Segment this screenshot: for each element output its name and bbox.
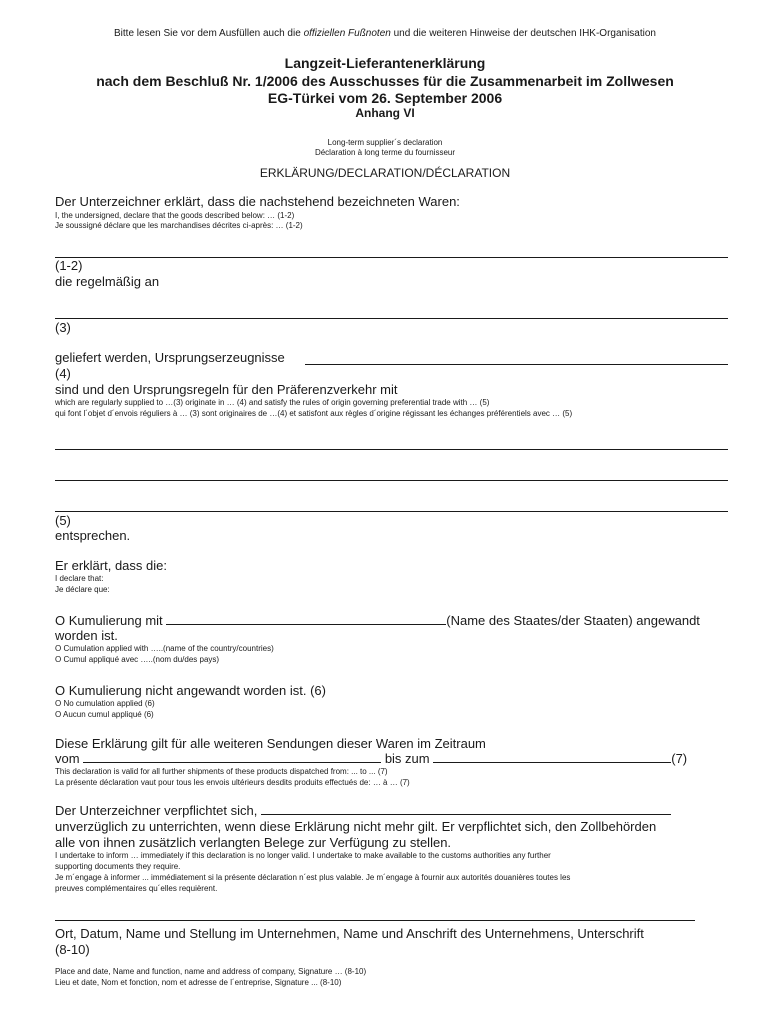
header-note-emphasis: offiziellen Fußnoten (303, 28, 391, 39)
customer-field[interactable] (55, 318, 728, 319)
validity-ref: (7) (671, 751, 688, 766)
undertake-de-line3: alle von ihnen zusätzlich verlangten Belege zur Verfügung zu stellen. (55, 835, 452, 850)
signature-fr: Lieu et date, Nom et fonction, nom et adresse de l´entreprise, Signature ... (8-10) (55, 978, 342, 987)
undertake-fr-line1: Je m´engage à informer ... immédiatement si la présente déclaration n´est plus valable. Je m´engage à fournir aux autorités douanières toutes les (55, 873, 571, 882)
validity-de: Diese Erklärung gilt für alle weiteren Sendungen dieser Waren im Zeitraum (55, 736, 486, 751)
cumulation-country-field[interactable] (166, 613, 446, 625)
header-note-prefix: Bitte lesen Sie vor dem Ausfüllen auch die (114, 28, 304, 39)
title-line4: Anhang VI (355, 106, 415, 120)
validity-to-field[interactable] (433, 751, 671, 763)
cumulation-applied-suffix: (Name des Staates/der Staaten) angewandt (446, 613, 700, 628)
subtitle-fr: Déclaration à long terme du fournisseur (314, 148, 456, 157)
signature-de-line1: Ort, Datum, Name und Stellung im Unternehmen, Name und Anschrift des Unternehmens, Unterschrift (55, 926, 644, 941)
ref-5: (5) (55, 513, 71, 528)
undertake-de-line1 (55, 803, 671, 818)
cumulation-applied-fr: O Cumul appliqué avec …..(nom du/des pays) (55, 655, 220, 664)
undertake-en-line2: supporting documents they require. (55, 862, 181, 871)
ref-4: (4) (55, 366, 71, 381)
preferential-field-2[interactable] (55, 480, 728, 481)
goods-description-field[interactable] (55, 257, 728, 258)
validity-period (55, 751, 687, 766)
goods-fr: Je soussigné déclare que les marchandises décrites ci-après: … (1-2) (55, 221, 303, 230)
title-line1: Langzeit-Lieferantenerklärung (284, 55, 486, 71)
cumulation-applied-label: O Kumulierung mit (55, 613, 167, 628)
signature-de-line2: (8-10) (55, 942, 90, 957)
rules-de: sind und den Ursprungsregeln für den Präferenzverkehr mit (55, 382, 398, 397)
declares-en: I declare that: (55, 574, 104, 583)
cumulation-applied-option[interactable] (55, 613, 700, 628)
undertake-de-label: Der Unterzeichner verpflichtet sich, (55, 803, 258, 818)
undertake-de-line2: unverzüglich zu unterrichten, wenn diese Erklärung nicht mehr gilt. Er verpflichtet sich, den Zollbehörden (55, 819, 657, 834)
rules-en: which are regularly supplied to …(3) originate in … (4) and satisfy the rules of origin governing preferential trade with … (5) (55, 398, 490, 407)
preferential-field-3[interactable] (55, 511, 728, 512)
comply-text: entsprechen. (55, 528, 131, 543)
validity-from-label: vom (55, 751, 80, 766)
validity-fr: La présente déclaration vaut pour tous les envois ultérieurs desdits produits effectués de: … à … (7) (55, 778, 410, 787)
header-note-suffix: und die weiteren Hinweise der deutschen IHK-Organisation (390, 28, 656, 39)
declares-de: Er erklärt, dass die: (55, 558, 167, 573)
origin-country-field[interactable] (305, 364, 728, 365)
undertake-en-line1: I undertake to inform … immediately if this declaration is no longer valid. I undertake to make available to the customs authorities any further (55, 851, 551, 860)
cumulation-not-applied-fr: O Aucun cumul appliqué (6) (55, 710, 154, 719)
validity-from-field[interactable] (83, 751, 381, 763)
validity-to-label: bis zum (384, 751, 430, 766)
ref-1-2: (1-2) (55, 258, 83, 273)
title-line2: nach dem Beschluß Nr. 1/2006 des Ausschusses für die Zusammenarbeit im Zollwesen (96, 73, 674, 89)
delivered-text: geliefert werden, Ursprungserzeugnisse (55, 350, 285, 365)
header-note (0, 28, 770, 39)
declaration-heading: ERKLÄRUNG/DECLARATION/DÉCLARATION (259, 166, 511, 180)
undertake-fr-line2: preuves complémentaires qu´elles requièrent. (55, 884, 218, 893)
cumulation-applied-line2: worden ist. (55, 628, 118, 643)
declares-fr: Je déclare que: (55, 585, 110, 594)
cumulation-not-applied-option[interactable]: O Kumulierung nicht angewandt worden ist. (6) (55, 683, 326, 698)
validity-en: This declaration is valid for all further shipments of these products dispatched from: ... to ... (7) (55, 767, 388, 776)
rules-fr: qui font l´objet d´envois réguliers à … (3) sont originaires de …(4) et satisfont aux règles d´origine régissant les échanges préférentiels avec … (5) (55, 409, 573, 418)
goods-en: I, the undersigned, declare that the goods described below: … (1-2) (55, 211, 295, 220)
ref-3: (3) (55, 320, 71, 335)
goods-de: Der Unterzeichner erklärt, dass die nachstehend bezeichneten Waren: (55, 194, 460, 209)
subtitle-en: Long-term supplier´s declaration (327, 138, 443, 147)
signature-field[interactable] (55, 920, 695, 921)
regularly-text: die regelmäßig an (55, 274, 160, 289)
title-line3: EG-Türkei vom 26. September 2006 (267, 90, 503, 106)
cumulation-not-applied-en: O No cumulation applied (6) (55, 699, 155, 708)
inform-recipient-field[interactable] (261, 803, 671, 815)
signature-en: Place and date, Name and function, name and address of company, Signature … (8-10) (55, 967, 367, 976)
cumulation-applied-en: O Cumulation applied with …..(name of the country/countries) (55, 644, 274, 653)
preferential-field-1[interactable] (55, 449, 728, 450)
